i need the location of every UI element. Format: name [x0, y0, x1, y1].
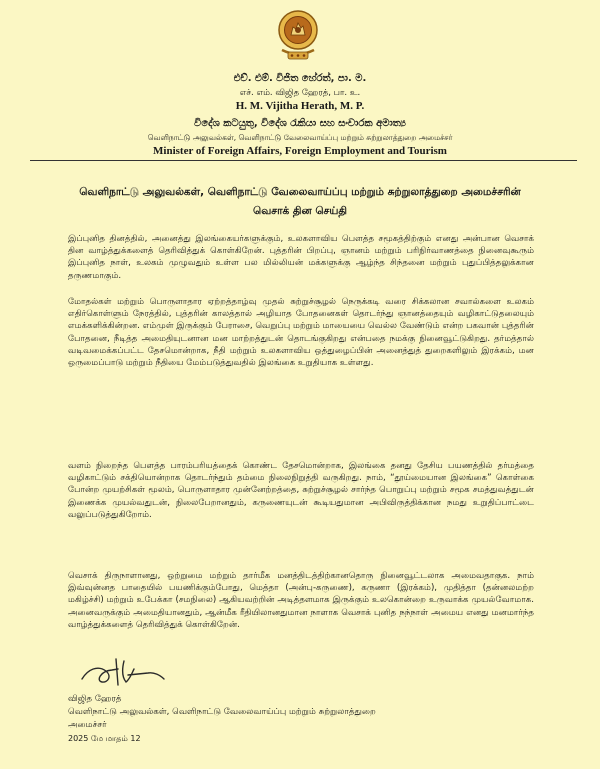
name-sinhala: එච්. එම්. විජිත හේරත්, පා. ම.: [233, 73, 367, 84]
message-paragraph-4: வெசாக் திருநாளானது, ஒற்றுமை மற்றும் தார்மீக மனத்திடத்திற்கானதொரு நினைவூட்டலாக அமைவதாகுக. நாம் இவ்வுன்னத பாதையில் பயணிக்கும்போது, மெத்தா (அன்பு-கருணை), கருணா (இரக்கம்), முதித்தா (தன்னலமற்ற மகிழ்ச்சி) மற்றும் உபேக்கா (சமநிலை) ஆகியவற்றின் அடித்தளமாக இருக்கும் உலகொன்றை உருவாக்க முயல்வோமாக. அனைவருக்கும் அமைதியானதும், ஆன்மீக ரீதியிலானதுமான நாளாக வெசாக் புனித நந்நாள் அமைய எனது மனமார்ந்த வாழ்த்துக்களைத் தெரிவித்துக் கொள்கிறேன்.: [68, 571, 534, 630]
ministry-tamil: வெளிநாட்டு அலுவல்கள், வெளிநாட்டு வேலைவாய்ப்பு மற்றும் சுற்றுலாத்துறை அமைச்சர்: [147, 133, 453, 142]
signatory-name: விஜித ஹேரத்: [68, 694, 122, 704]
ministry-sinhala: විදේශ කටයුතු, විදේශ රැකියා සහ සංචාරක අමාත්‍ය: [194, 118, 406, 129]
signatory-title-line-1: வெளிநாட்டு அலுவல்கள், வெளிநாட்டு வேலைவாய்ப்பு மற்றும் சுற்றுலாத்துறை: [68, 707, 376, 717]
message-title: வெளிநாட்டு அலுவல்கள், வெளிநாட்டு வேலைவாய்ப்பு மற்றும் சுற்றுலாத்துறை அமைச்சரின் வெசாக் தின செய்தி: [79, 186, 521, 217]
message-paragraph-3: வளம் நிறைந்த பௌத்த பாரம்பரியத்தைக் கொண்ட தேசமொன்றாக, இலங்கை தனது தேசிய பயணத்தில் தர்மத்தை வழிகாட்டும் சக்தியொன்றாக தொடர்ந்தும் தம்மை நிலைநிறுத்தி வருகிறது. நாம், “தூய்மையான இலங்கை” கொள்கை போன்ற முயற்சிகள் மூலம், பொருளாதார முன்னேற்றத்தை, சுற்றுச்சூழல் சார்ந்த பொறுப்பு மற்றும் சமூக சமத்துவத்துடன் இணைக்க முயல்வதுடன், நிலைபேறானதும், கருணையுடன் கூடியதுமான அபிவிருத்திக்கான நமது உறுதிப்பாட்டை வலுப்படுத்துகிறோம்.: [68, 461, 534, 520]
name-tamil: எச். எம். விஜித ஹேரத், பா. உ.: [239, 88, 361, 98]
signatory-title-line-2: அமைச்சர்: [68, 720, 107, 730]
handwritten-signature-icon: [78, 655, 166, 689]
name-english: H. M. Vijitha Herath, M. P.: [235, 100, 365, 112]
message-date: 2025 மே மாதம் 12: [68, 734, 141, 743]
sri-lanka-emblem-icon: [276, 6, 320, 64]
message-paragraph-2: மோதல்கள் மற்றும் பொருளாதார ஏற்றத்தாழ்வு முதல் சுற்றுச்சூழல் நெருக்கடி வரை சிக்கலான சவால்களை உலகம் எதிர்கொள்ளும் நேரத்தில், புத்தரின் காலத்தால் அழியாத போதனைகள் தொடர்ந்து ஞானத்தையும் வழிகாட்டுதலையும் எமக்களிக்கின்றன. எம்முள் இருக்கும் பேராசை, வெறுப்பு மற்றும் மாயையை வெல்ல வேண்டும் என்ற பகவான் புத்தரின் போதனை, நீடித்த அமைதியுடனான மன மாற்றத்துடன் தொடங்குகிறது என்பதை நமக்கு நினைவூட்டுகிறது. தர்மத்தால் வடிவமைக்கப்பட்ட தேசமொன்றாக, நீதி மற்றும் உலகளாவிய ஒத்துழைப்பின் அனைத்துத் துறைகளிலும் இரக்கம், மன ஒருமைப்பாடு மற்றும் நீதியை மேம்படுத்துவதில் இலங்கை உறுதியாக உள்ளது.: [68, 297, 534, 369]
header-divider: [30, 160, 577, 161]
ministry-english: Minister of Foreign Affairs, Foreign Employment and Tourism: [153, 145, 447, 157]
message-paragraph-1: இப்புனித தினத்தில், அனைத்து இலங்கையர்களுக்கும், உலகளாவிய பௌத்த சமூகத்திற்கும் எனது அன்பான வெசாக் தின வாழ்த்துக்களைத் தெரிவித்துக் கொள்கிறேன். புத்தரின் பிறப்பு, ஞானம் மற்றும் பரிநிர்வாணத்தை நினைவுகூரும் இப்புனித நாள், உலகம் முழுவதும் உள்ள பல மில்லியன் மக்களுக்கு ஆழ்ந்த சிந்தனை மற்றும் புதுப்பித்தலுக்கான தருணமாகும்.: [68, 234, 534, 281]
